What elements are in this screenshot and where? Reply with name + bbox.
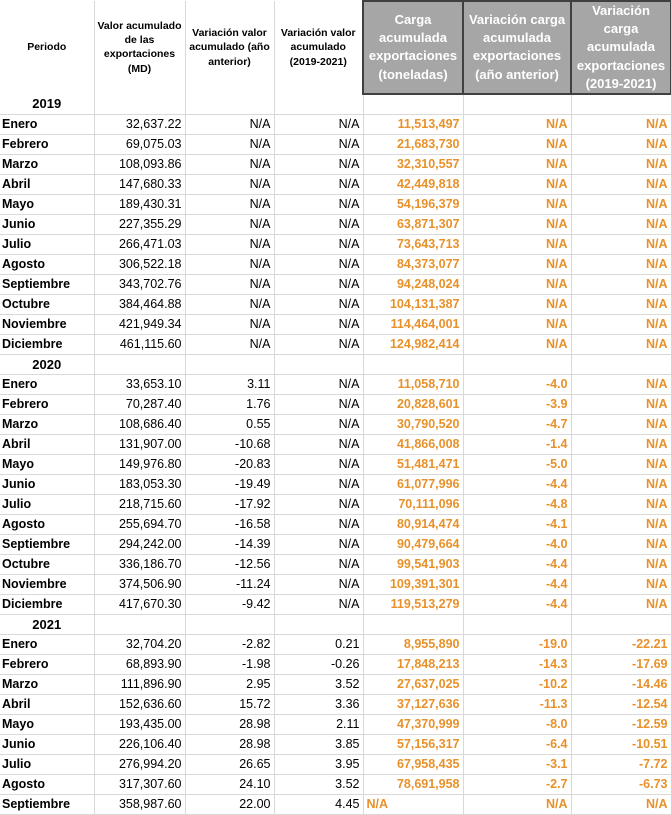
month-cell: Octubre xyxy=(0,554,94,574)
valor-acumulado-cell: 226,106.40 xyxy=(94,734,185,754)
carga-acumulada-cell: 37,127,636 xyxy=(363,694,463,714)
table-row xyxy=(0,734,671,754)
month-cell: Julio xyxy=(0,494,94,514)
valor-acumulado-cell: 33,653.10 xyxy=(94,374,185,394)
month-cell: Enero xyxy=(0,634,94,654)
variacion-carga-anio-anterior-cell: N/A xyxy=(463,194,571,214)
variacion-valor-anio-anterior-cell: N/A xyxy=(185,334,274,354)
variacion-carga-2019-2021-cell: N/A xyxy=(571,134,671,154)
variacion-carga-2019-2021-cell: N/A xyxy=(571,394,671,414)
month-cell: Julio xyxy=(0,754,94,774)
variacion-valor-2019-2021-cell: N/A xyxy=(274,234,363,254)
month-cell: Enero xyxy=(0,374,94,394)
variacion-carga-anio-anterior-cell: -4.4 xyxy=(463,574,571,594)
empty-cell xyxy=(363,94,463,115)
year-row xyxy=(0,94,671,115)
table-row xyxy=(0,634,671,654)
variacion-valor-2019-2021-cell: N/A xyxy=(274,434,363,454)
variacion-valor-2019-2021-cell: N/A xyxy=(274,254,363,274)
header-variacion-valor-anio-anterior: Variación valor acumulado (año anterior) xyxy=(185,1,274,94)
table-row xyxy=(0,574,671,594)
empty-cell xyxy=(274,354,363,374)
carga-acumulada-cell: 27,637,025 xyxy=(363,674,463,694)
variacion-carga-anio-anterior-cell: -6.4 xyxy=(463,734,571,754)
carga-acumulada-cell: 63,871,307 xyxy=(363,214,463,234)
year-label: 2020 xyxy=(0,354,94,374)
variacion-valor-anio-anterior-cell: 1.76 xyxy=(185,394,274,414)
table-row xyxy=(0,194,671,214)
variacion-valor-2019-2021-cell: N/A xyxy=(274,474,363,494)
table-row xyxy=(0,694,671,714)
valor-acumulado-cell: 108,093.86 xyxy=(94,154,185,174)
variacion-valor-anio-anterior-cell: -9.42 xyxy=(185,594,274,614)
variacion-carga-anio-anterior-cell: N/A xyxy=(463,794,571,814)
month-cell: Junio xyxy=(0,214,94,234)
variacion-valor-2019-2021-cell: N/A xyxy=(274,394,363,414)
variacion-carga-2019-2021-cell: N/A xyxy=(571,114,671,134)
table-row xyxy=(0,434,671,454)
variacion-valor-2019-2021-cell: N/A xyxy=(274,534,363,554)
table-body xyxy=(0,94,671,815)
month-cell: Mayo xyxy=(0,454,94,474)
carga-acumulada-cell: 114,464,001 xyxy=(363,314,463,334)
variacion-valor-anio-anterior-cell: 0.55 xyxy=(185,414,274,434)
variacion-carga-anio-anterior-cell: -4.4 xyxy=(463,594,571,614)
month-cell: Diciembre xyxy=(0,594,94,614)
variacion-carga-anio-anterior-cell: -3.9 xyxy=(463,394,571,414)
variacion-carga-anio-anterior-cell: N/A xyxy=(463,174,571,194)
valor-acumulado-cell: 68,893.90 xyxy=(94,654,185,674)
carga-acumulada-cell: 21,683,730 xyxy=(363,134,463,154)
valor-acumulado-cell: 343,702.76 xyxy=(94,274,185,294)
variacion-carga-2019-2021-cell: N/A xyxy=(571,214,671,234)
empty-cell xyxy=(185,614,274,634)
variacion-valor-2019-2021-cell: N/A xyxy=(274,514,363,534)
valor-acumulado-cell: 306,522.18 xyxy=(94,254,185,274)
table-row xyxy=(0,654,671,674)
carga-acumulada-cell: 124,982,414 xyxy=(363,334,463,354)
carga-acumulada-cell: 67,958,435 xyxy=(363,754,463,774)
month-cell: Diciembre xyxy=(0,334,94,354)
variacion-carga-anio-anterior-cell: -11.3 xyxy=(463,694,571,714)
variacion-valor-anio-anterior-cell: -20.83 xyxy=(185,454,274,474)
variacion-carga-anio-anterior-cell: -1.4 xyxy=(463,434,571,454)
variacion-valor-2019-2021-cell: N/A xyxy=(274,554,363,574)
carga-acumulada-cell: 84,373,077 xyxy=(363,254,463,274)
month-cell: Abril xyxy=(0,174,94,194)
table-row xyxy=(0,794,671,814)
variacion-valor-anio-anterior-cell: -14.39 xyxy=(185,534,274,554)
variacion-valor-anio-anterior-cell: N/A xyxy=(185,274,274,294)
variacion-valor-anio-anterior-cell: N/A xyxy=(185,114,274,134)
variacion-valor-anio-anterior-cell: -10.68 xyxy=(185,434,274,454)
variacion-valor-2019-2021-cell: 3.36 xyxy=(274,694,363,714)
valor-acumulado-cell: 189,430.31 xyxy=(94,194,185,214)
table-row xyxy=(0,474,671,494)
table-row xyxy=(0,334,671,354)
valor-acumulado-cell: 294,242.00 xyxy=(94,534,185,554)
valor-acumulado-cell: 69,075.03 xyxy=(94,134,185,154)
carga-acumulada-cell: 42,449,818 xyxy=(363,174,463,194)
valor-acumulado-cell: 417,670.30 xyxy=(94,594,185,614)
carga-acumulada-cell: 73,643,713 xyxy=(363,234,463,254)
variacion-carga-2019-2021-cell: -10.51 xyxy=(571,734,671,754)
carga-acumulada-cell: 11,058,710 xyxy=(363,374,463,394)
table-row xyxy=(0,554,671,574)
variacion-valor-2019-2021-cell: N/A xyxy=(274,154,363,174)
empty-cell xyxy=(571,354,671,374)
valor-acumulado-cell: 32,704.20 xyxy=(94,634,185,654)
valor-acumulado-cell: 183,053.30 xyxy=(94,474,185,494)
variacion-carga-2019-2021-cell: -17.69 xyxy=(571,654,671,674)
table-row xyxy=(0,394,671,414)
variacion-valor-anio-anterior-cell: -16.58 xyxy=(185,514,274,534)
variacion-valor-anio-anterior-cell: N/A xyxy=(185,254,274,274)
table-row xyxy=(0,494,671,514)
carga-acumulada-cell: 78,691,958 xyxy=(363,774,463,794)
month-cell: Agosto xyxy=(0,774,94,794)
month-cell: Abril xyxy=(0,694,94,714)
valor-acumulado-cell: 358,987.60 xyxy=(94,794,185,814)
header-row xyxy=(0,1,671,94)
variacion-carga-2019-2021-cell: N/A xyxy=(571,334,671,354)
variacion-carga-2019-2021-cell: N/A xyxy=(571,494,671,514)
carga-acumulada-cell: 109,391,301 xyxy=(363,574,463,594)
variacion-valor-2019-2021-cell: N/A xyxy=(274,494,363,514)
variacion-valor-2019-2021-cell: N/A xyxy=(274,114,363,134)
variacion-carga-anio-anterior-cell: -14.3 xyxy=(463,654,571,674)
empty-cell xyxy=(94,354,185,374)
empty-cell xyxy=(274,94,363,115)
header-variacion-valor-2019-2021: Variación valor acumulado (2019-2021) xyxy=(274,1,363,94)
variacion-valor-anio-anterior-cell: 26.65 xyxy=(185,754,274,774)
month-cell: Enero xyxy=(0,114,94,134)
variacion-valor-anio-anterior-cell: 3.11 xyxy=(185,374,274,394)
carga-acumulada-cell: 11,513,497 xyxy=(363,114,463,134)
empty-cell xyxy=(463,94,571,115)
month-cell: Febrero xyxy=(0,394,94,414)
variacion-carga-2019-2021-cell: N/A xyxy=(571,534,671,554)
table-row xyxy=(0,534,671,554)
variacion-carga-anio-anterior-cell: -4.0 xyxy=(463,534,571,554)
month-cell: Mayo xyxy=(0,194,94,214)
variacion-valor-2019-2021-cell: 3.95 xyxy=(274,754,363,774)
variacion-valor-anio-anterior-cell: -12.56 xyxy=(185,554,274,574)
empty-cell xyxy=(274,614,363,634)
variacion-carga-anio-anterior-cell: N/A xyxy=(463,114,571,134)
variacion-carga-anio-anterior-cell: N/A xyxy=(463,274,571,294)
variacion-carga-2019-2021-cell: N/A xyxy=(571,174,671,194)
table-row xyxy=(0,114,671,134)
carga-acumulada-cell: 57,156,317 xyxy=(363,734,463,754)
variacion-carga-anio-anterior-cell: -5.0 xyxy=(463,454,571,474)
variacion-valor-2019-2021-cell: N/A xyxy=(274,454,363,474)
carga-acumulada-cell: 30,790,520 xyxy=(363,414,463,434)
valor-acumulado-cell: 70,287.40 xyxy=(94,394,185,414)
variacion-valor-2019-2021-cell: 2.11 xyxy=(274,714,363,734)
empty-cell xyxy=(94,94,185,115)
variacion-valor-anio-anterior-cell: -1.98 xyxy=(185,654,274,674)
table-row xyxy=(0,214,671,234)
valor-acumulado-cell: 336,186.70 xyxy=(94,554,185,574)
variacion-valor-anio-anterior-cell: N/A xyxy=(185,154,274,174)
variacion-valor-anio-anterior-cell: N/A xyxy=(185,134,274,154)
valor-acumulado-cell: 255,694.70 xyxy=(94,514,185,534)
variacion-valor-anio-anterior-cell: 15.72 xyxy=(185,694,274,714)
empty-cell xyxy=(94,614,185,634)
variacion-carga-2019-2021-cell: -22.21 xyxy=(571,634,671,654)
variacion-valor-2019-2021-cell: N/A xyxy=(274,314,363,334)
variacion-valor-anio-anterior-cell: N/A xyxy=(185,294,274,314)
variacion-carga-2019-2021-cell: N/A xyxy=(571,254,671,274)
table-row xyxy=(0,374,671,394)
month-cell: Octubre xyxy=(0,294,94,314)
empty-cell xyxy=(571,614,671,634)
empty-cell xyxy=(463,614,571,634)
variacion-carga-anio-anterior-cell: N/A xyxy=(463,314,571,334)
carga-acumulada-cell: 32,310,557 xyxy=(363,154,463,174)
variacion-carga-2019-2021-cell: N/A xyxy=(571,374,671,394)
table-row xyxy=(0,754,671,774)
valor-acumulado-cell: 218,715.60 xyxy=(94,494,185,514)
variacion-valor-anio-anterior-cell: N/A xyxy=(185,214,274,234)
valor-acumulado-cell: 266,471.03 xyxy=(94,234,185,254)
variacion-carga-2019-2021-cell: N/A xyxy=(571,514,671,534)
variacion-valor-2019-2021-cell: N/A xyxy=(274,294,363,314)
variacion-carga-2019-2021-cell: N/A xyxy=(571,414,671,434)
table-row xyxy=(0,454,671,474)
variacion-carga-anio-anterior-cell: N/A xyxy=(463,214,571,234)
variacion-carga-2019-2021-cell: N/A xyxy=(571,194,671,214)
table-row xyxy=(0,134,671,154)
month-cell: Julio xyxy=(0,234,94,254)
table-row xyxy=(0,234,671,254)
variacion-valor-2019-2021-cell: N/A xyxy=(274,194,363,214)
month-cell: Noviembre xyxy=(0,574,94,594)
variacion-carga-2019-2021-cell: N/A xyxy=(571,594,671,614)
variacion-valor-2019-2021-cell: N/A xyxy=(274,334,363,354)
variacion-valor-anio-anterior-cell: -2.82 xyxy=(185,634,274,654)
variacion-carga-anio-anterior-cell: -4.8 xyxy=(463,494,571,514)
variacion-carga-anio-anterior-cell: N/A xyxy=(463,134,571,154)
variacion-carga-anio-anterior-cell: -2.7 xyxy=(463,774,571,794)
month-cell: Septiembre xyxy=(0,794,94,814)
variacion-carga-anio-anterior-cell: N/A xyxy=(463,154,571,174)
carga-acumulada-cell: 54,196,379 xyxy=(363,194,463,214)
header-variacion-carga-2019-2021: Variación carga acumulada exportaciones (2019-2021) xyxy=(571,1,671,94)
variacion-carga-anio-anterior-cell: -4.0 xyxy=(463,374,571,394)
variacion-carga-2019-2021-cell: -14.46 xyxy=(571,674,671,694)
variacion-valor-anio-anterior-cell: N/A xyxy=(185,314,274,334)
variacion-valor-2019-2021-cell: N/A xyxy=(274,274,363,294)
variacion-carga-anio-anterior-cell: N/A xyxy=(463,334,571,354)
header-periodo: Periodo xyxy=(0,1,94,94)
variacion-carga-2019-2021-cell: N/A xyxy=(571,294,671,314)
valor-acumulado-cell: 147,680.33 xyxy=(94,174,185,194)
variacion-valor-2019-2021-cell: N/A xyxy=(274,174,363,194)
header-carga-acumulada: Carga acumulada exportaciones (toneladas) xyxy=(363,1,463,94)
carga-acumulada-cell: 51,481,471 xyxy=(363,454,463,474)
month-cell: Septiembre xyxy=(0,534,94,554)
month-cell: Marzo xyxy=(0,674,94,694)
table-row xyxy=(0,154,671,174)
variacion-carga-2019-2021-cell: N/A xyxy=(571,314,671,334)
variacion-valor-2019-2021-cell: N/A xyxy=(274,374,363,394)
variacion-carga-anio-anterior-cell: -10.2 xyxy=(463,674,571,694)
year-row xyxy=(0,614,671,634)
table-row xyxy=(0,714,671,734)
variacion-carga-2019-2021-cell: N/A xyxy=(571,794,671,814)
variacion-valor-anio-anterior-cell: N/A xyxy=(185,234,274,254)
year-label: 2019 xyxy=(0,94,94,115)
variacion-carga-2019-2021-cell: N/A xyxy=(571,474,671,494)
variacion-carga-anio-anterior-cell: N/A xyxy=(463,234,571,254)
variacion-carga-2019-2021-cell: N/A xyxy=(571,234,671,254)
variacion-valor-2019-2021-cell: N/A xyxy=(274,214,363,234)
empty-cell xyxy=(185,94,274,115)
valor-acumulado-cell: 317,307.60 xyxy=(94,774,185,794)
header-variacion-carga-anio-anterior: Variación carga acumulada exportaciones (año anterior) xyxy=(463,1,571,94)
variacion-valor-2019-2021-cell: 3.85 xyxy=(274,734,363,754)
month-cell: Septiembre xyxy=(0,274,94,294)
variacion-valor-2019-2021-cell: 3.52 xyxy=(274,774,363,794)
month-cell: Agosto xyxy=(0,514,94,534)
variacion-carga-anio-anterior-cell: -4.4 xyxy=(463,474,571,494)
empty-cell xyxy=(185,354,274,374)
month-cell: Junio xyxy=(0,734,94,754)
carga-acumulada-cell: 94,248,024 xyxy=(363,274,463,294)
variacion-carga-anio-anterior-cell: -4.4 xyxy=(463,554,571,574)
empty-cell xyxy=(363,614,463,634)
table-row xyxy=(0,514,671,534)
carga-acumulada-cell: 47,370,999 xyxy=(363,714,463,734)
month-cell: Noviembre xyxy=(0,314,94,334)
month-cell: Agosto xyxy=(0,254,94,274)
carga-acumulada-cell: 99,541,903 xyxy=(363,554,463,574)
variacion-valor-2019-2021-cell: N/A xyxy=(274,594,363,614)
table-row xyxy=(0,594,671,614)
variacion-valor-2019-2021-cell: 0.21 xyxy=(274,634,363,654)
variacion-valor-2019-2021-cell: N/A xyxy=(274,574,363,594)
carga-acumulada-cell: N/A xyxy=(363,794,463,814)
table-row xyxy=(0,414,671,434)
month-cell: Junio xyxy=(0,474,94,494)
valor-acumulado-cell: 32,637.22 xyxy=(94,114,185,134)
variacion-carga-2019-2021-cell: -12.59 xyxy=(571,714,671,734)
valor-acumulado-cell: 111,896.90 xyxy=(94,674,185,694)
variacion-valor-anio-anterior-cell: 2.95 xyxy=(185,674,274,694)
variacion-carga-anio-anterior-cell: -3.1 xyxy=(463,754,571,774)
variacion-valor-2019-2021-cell: -0.26 xyxy=(274,654,363,674)
carga-acumulada-cell: 90,479,664 xyxy=(363,534,463,554)
variacion-carga-anio-anterior-cell: -8.0 xyxy=(463,714,571,734)
valor-acumulado-cell: 227,355.29 xyxy=(94,214,185,234)
header-valor-acumulado: Valor acumulado de las exportaciones (MD) xyxy=(94,1,185,94)
variacion-valor-2019-2021-cell: N/A xyxy=(274,134,363,154)
variacion-valor-anio-anterior-cell: N/A xyxy=(185,174,274,194)
month-cell: Mayo xyxy=(0,714,94,734)
valor-acumulado-cell: 421,949.34 xyxy=(94,314,185,334)
empty-cell xyxy=(463,354,571,374)
year-row xyxy=(0,354,671,374)
carga-acumulada-cell: 41,866,008 xyxy=(363,434,463,454)
variacion-carga-anio-anterior-cell: -19.0 xyxy=(463,634,571,654)
variacion-valor-anio-anterior-cell: 28.98 xyxy=(185,734,274,754)
variacion-valor-2019-2021-cell: N/A xyxy=(274,414,363,434)
carga-acumulada-cell: 20,828,601 xyxy=(363,394,463,414)
variacion-valor-anio-anterior-cell: 24.10 xyxy=(185,774,274,794)
carga-acumulada-cell: 104,131,387 xyxy=(363,294,463,314)
variacion-valor-2019-2021-cell: 4.45 xyxy=(274,794,363,814)
variacion-valor-anio-anterior-cell: -11.24 xyxy=(185,574,274,594)
table-row xyxy=(0,774,671,794)
year-label: 2021 xyxy=(0,614,94,634)
carga-acumulada-cell: 80,914,474 xyxy=(363,514,463,534)
empty-cell xyxy=(571,94,671,115)
table-row xyxy=(0,174,671,194)
variacion-carga-anio-anterior-cell: N/A xyxy=(463,294,571,314)
carga-acumulada-cell: 119,513,279 xyxy=(363,594,463,614)
month-cell: Febrero xyxy=(0,654,94,674)
valor-acumulado-cell: 152,636.60 xyxy=(94,694,185,714)
variacion-carga-2019-2021-cell: N/A xyxy=(571,154,671,174)
month-cell: Abril xyxy=(0,434,94,454)
valor-acumulado-cell: 374,506.90 xyxy=(94,574,185,594)
variacion-valor-anio-anterior-cell: 28.98 xyxy=(185,714,274,734)
valor-acumulado-cell: 149,976.80 xyxy=(94,454,185,474)
variacion-carga-2019-2021-cell: N/A xyxy=(571,274,671,294)
valor-acumulado-cell: 193,435.00 xyxy=(94,714,185,734)
valor-acumulado-cell: 276,994.20 xyxy=(94,754,185,774)
variacion-valor-anio-anterior-cell: 22.00 xyxy=(185,794,274,814)
table-row xyxy=(0,294,671,314)
variacion-carga-2019-2021-cell: -12.54 xyxy=(571,694,671,714)
variacion-valor-2019-2021-cell: 3.52 xyxy=(274,674,363,694)
empty-cell xyxy=(363,354,463,374)
month-cell: Febrero xyxy=(0,134,94,154)
carga-acumulada-cell: 8,955,890 xyxy=(363,634,463,654)
variacion-valor-anio-anterior-cell: N/A xyxy=(185,194,274,214)
variacion-carga-anio-anterior-cell: N/A xyxy=(463,254,571,274)
variacion-carga-2019-2021-cell: N/A xyxy=(571,454,671,474)
table-row xyxy=(0,274,671,294)
variacion-carga-2019-2021-cell: -6.73 xyxy=(571,774,671,794)
carga-acumulada-cell: 61,077,996 xyxy=(363,474,463,494)
variacion-carga-2019-2021-cell: N/A xyxy=(571,574,671,594)
variacion-carga-anio-anterior-cell: -4.7 xyxy=(463,414,571,434)
carga-acumulada-cell: 70,111,096 xyxy=(363,494,463,514)
variacion-carga-anio-anterior-cell: -4.1 xyxy=(463,514,571,534)
table-row xyxy=(0,314,671,334)
valor-acumulado-cell: 131,907.00 xyxy=(94,434,185,454)
table-row xyxy=(0,674,671,694)
valor-acumulado-cell: 384,464.88 xyxy=(94,294,185,314)
valor-acumulado-cell: 461,115.60 xyxy=(94,334,185,354)
table-row xyxy=(0,254,671,274)
variacion-valor-anio-anterior-cell: -19.49 xyxy=(185,474,274,494)
month-cell: Marzo xyxy=(0,414,94,434)
variacion-carga-2019-2021-cell: -7.72 xyxy=(571,754,671,774)
variacion-valor-anio-anterior-cell: -17.92 xyxy=(185,494,274,514)
carga-acumulada-cell: 17,848,213 xyxy=(363,654,463,674)
valor-acumulado-cell: 108,686.40 xyxy=(94,414,185,434)
variacion-carga-2019-2021-cell: N/A xyxy=(571,554,671,574)
month-cell: Marzo xyxy=(0,154,94,174)
variacion-carga-2019-2021-cell: N/A xyxy=(571,434,671,454)
